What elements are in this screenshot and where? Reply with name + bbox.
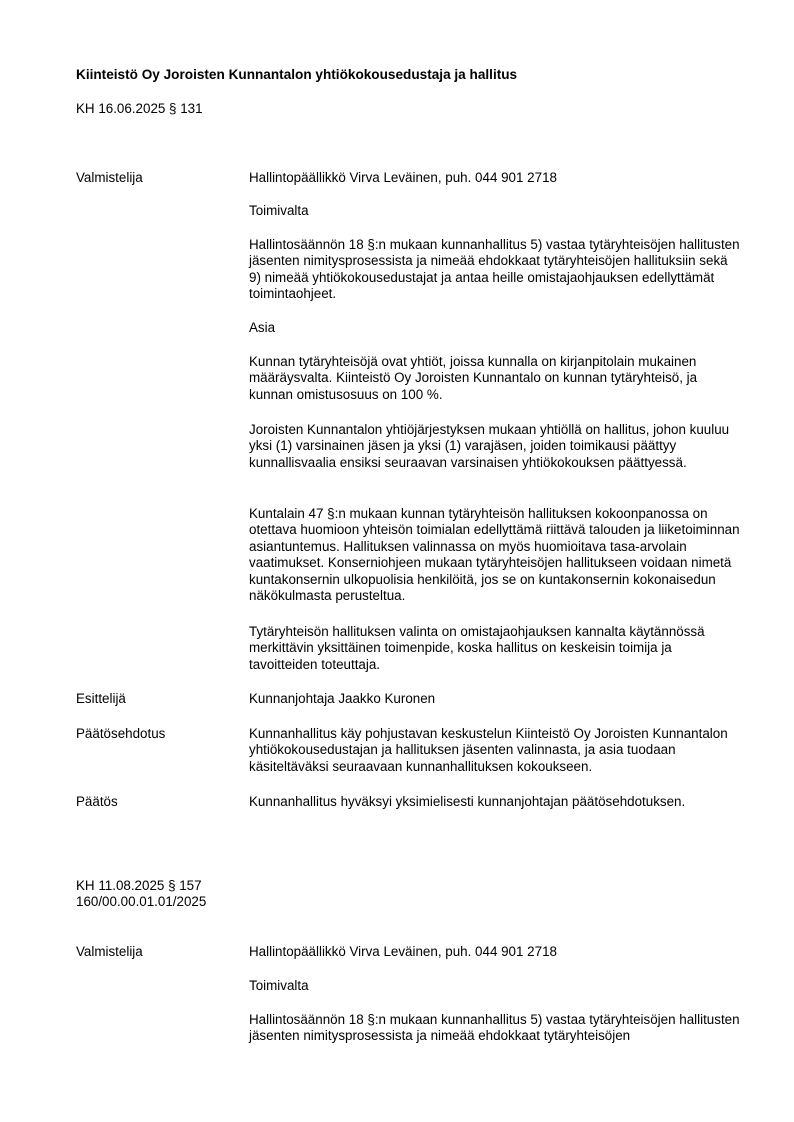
asia-paragraph-2 bbox=[249, 422, 741, 471]
toimivalta-heading-2 bbox=[249, 978, 741, 994]
document-title: Kiinteistö Oy Joroisten Kunnantalon yhtiökokousedustaja ja hallitus bbox=[76, 67, 518, 82]
meeting-reference-1: KH 16.06.2025 § 131 bbox=[76, 101, 203, 116]
paatosehdotus-value bbox=[249, 726, 741, 775]
asia-text-4: Tytäryhteisön hallituksen valinta on omistajaohjauksen kannalta käytännössä merkittävin yksittäinen toimenpide, koska hallitus on keskeisin toimija ja tavoitteiden toteuttaja. bbox=[249, 624, 705, 672]
paatosehdotus-label: Päätösehdotus bbox=[76, 726, 166, 741]
asia-heading bbox=[249, 320, 741, 336]
toimivalta-text: Hallintosäännön 18 §:n mukaan kunnanhallitus 5) vastaa tytäryhteisöjen hallitusten jäsenten nimitysprosessista ja nimeää ehdokkaat tytäryhteisöjen hallituksiin sekä 9) nimeää yhtiökokousedustajat ja antaa heille omistajaohjauksen edellyttämät toimintaohjeet. bbox=[249, 237, 740, 302]
toimivalta-heading bbox=[249, 203, 741, 219]
paatos-value bbox=[249, 794, 741, 810]
valmistelija-value bbox=[249, 170, 741, 186]
asia-text-2: Joroisten Kunnantalon yhtiöjärjestyksen mukaan yhtiöllä on hallitus, johon kuuluu yksi (1) varsinainen jäsen ja yksi (1) varajäsen, joiden toimikausi päättyy kunnallisvaalia ensiksi seuraavan varsinaisen yhtiökokouksen päättyessä. bbox=[249, 422, 730, 470]
toimivalta-text-2: Hallintosäännön 18 §:n mukaan kunnanhallitus 5) vastaa tytäryhteisöjen hallitusten jäsenten nimitysprosessista ja nimeää ehdokkaat tytäryhteisöjen bbox=[249, 1012, 740, 1044]
paatosehdotus-text: Kunnanhallitus käy pohjustavan keskustelun Kiinteistö Oy Joroisten Kunnantalon yhtiökokousedustajan ja hallituksen jäsenten valinnasta, ja asia tuodaan käsiteltäväksi seuraavaan kunnanhallituksen kokoukseen. bbox=[249, 726, 728, 774]
esittelija-text: Kunnanjohtaja Jaakko Kuronen bbox=[249, 691, 436, 706]
asia-heading-text: Asia bbox=[249, 320, 276, 335]
asia-paragraph-4 bbox=[249, 624, 741, 673]
valmistelija-label-2: Valmistelija bbox=[76, 944, 143, 959]
asia-paragraph-1 bbox=[249, 354, 741, 403]
esittelija-label: Esittelijä bbox=[76, 691, 126, 706]
toimivalta-paragraph bbox=[249, 237, 741, 303]
paatos-label: Päätös bbox=[76, 794, 118, 809]
toimivalta-paragraph-2 bbox=[249, 1012, 741, 1045]
meeting-reference-2: KH 11.08.2025 § 157 bbox=[76, 878, 202, 893]
paatos-text: Kunnanhallitus hyväksyi yksimielisesti kunnanjohtajan päätösehdotuksen. bbox=[249, 794, 686, 809]
document-number: 160/00.00.01.01/2025 bbox=[76, 894, 207, 909]
asia-paragraph-3 bbox=[249, 506, 741, 604]
valmistelija-text-2: Hallintopäällikkö Virva Leväinen, puh. 044 901 2718 bbox=[249, 944, 557, 959]
asia-text-1: Kunnan tytäryhteisöjä ovat yhtiöt, joissa kunnalla on kirjanpitolain mukainen määräysvalta. Kiinteistö Oy Joroisten Kunnantalo on kunnan tytäryhteisö, ja kunnan omistusosuus on 100 %. bbox=[249, 354, 698, 402]
valmistelija-text: Hallintopäällikkö Virva Leväinen, puh. 044 901 2718 bbox=[249, 170, 557, 185]
toimivalta-heading-text: Toimivalta bbox=[249, 203, 309, 218]
esittelija-value bbox=[249, 691, 741, 707]
toimivalta-heading-text-2: Toimivalta bbox=[249, 978, 309, 993]
valmistelija-label: Valmistelija bbox=[76, 170, 143, 185]
asia-text-3: Kuntalain 47 §:n mukaan kunnan tytäryhteisön hallituksen kokoonpanossa on otettava huomioon yhteisön toimialan edellyttämä riittävä talouden ja liiketoiminnan asiantuntemus. Hallituksen valinnassa on myös huomioitava tasa-arvolain vaatimukset. Konserniohjeen mukaan tytäryhteisöjen hallitukseen voidaan nimetä kuntakonsernin ulkopuolisia henkilöitä, jos se on kuntakonsernin kokonaisedun näkökulmasta perusteltua. bbox=[249, 506, 740, 604]
valmistelija-value-2 bbox=[249, 944, 741, 960]
